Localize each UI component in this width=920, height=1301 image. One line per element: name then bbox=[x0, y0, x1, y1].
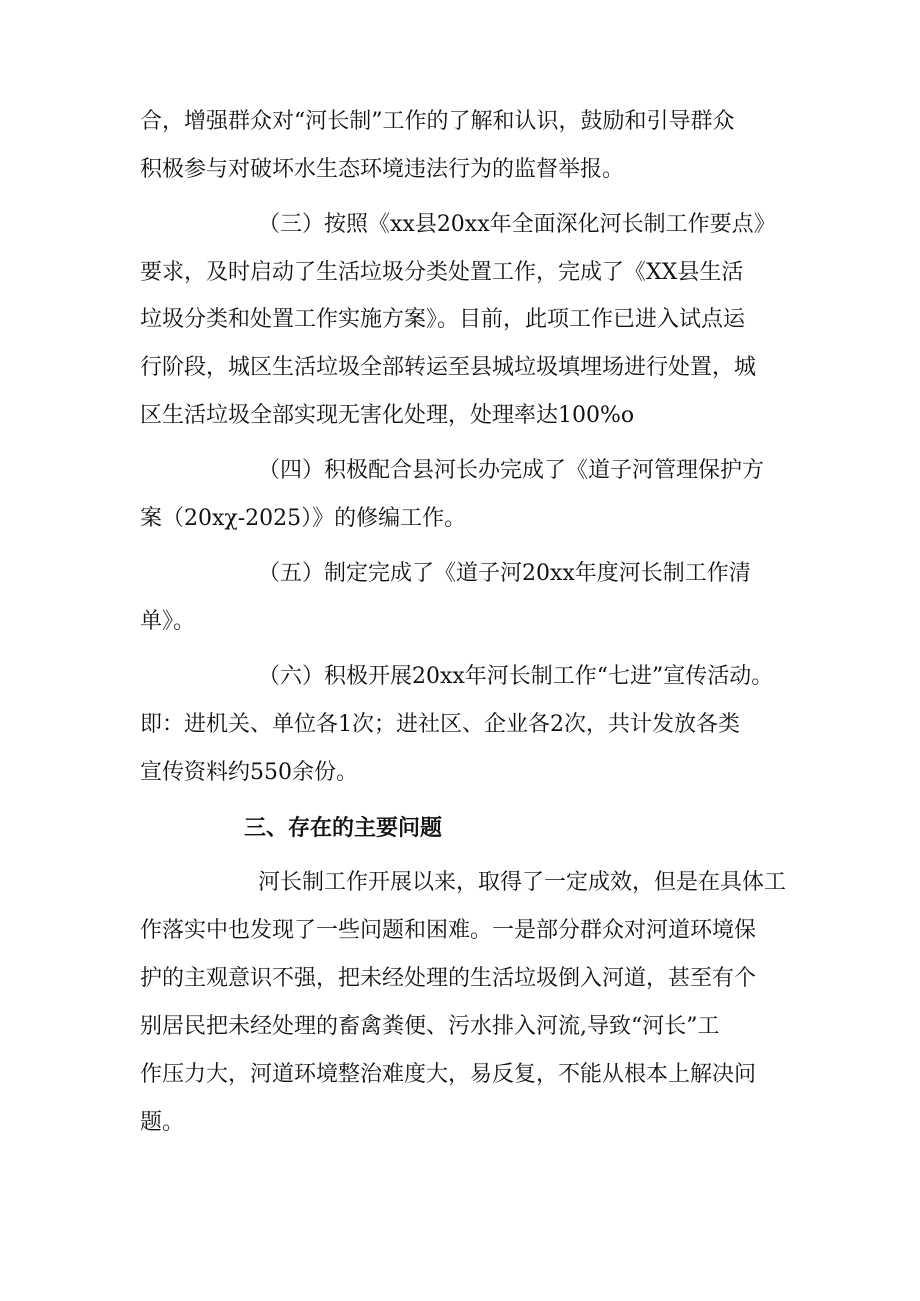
paragraph-line: 护的主观意识不强，把未经处理的生活垃圾倒入河道，甚至有个 bbox=[140, 966, 757, 991]
paragraph-line: 垃圾分类和处置工作实施方案》。目前，此项工作已进入试点运 bbox=[140, 307, 746, 332]
paragraph-line: 作压力大，河道环境整治难度大，易反复，不能从根本上解决问 bbox=[140, 1062, 757, 1087]
paragraph-line: 行阶段，城区生活垃圾全部转运至县城垃圾填埋场进行处置，城 bbox=[140, 355, 757, 380]
paragraph-line: 单》。 bbox=[140, 609, 196, 634]
paragraph-line: 河长制工作开展以来，取得了一定成效，但是在具体工 bbox=[258, 870, 787, 895]
section-heading: 三、存在的主要问题 bbox=[244, 815, 443, 841]
paragraph-line: （五）制定完成了《道子河20xx年度河长制工作清 bbox=[258, 561, 751, 586]
paragraph-line: 即：进机关、单位各1次；进社区、企业各2次，共计发放各类 bbox=[140, 712, 740, 737]
paragraph-line: （六）积极开展20xx年河长制工作“七进”宣传活动。 bbox=[258, 664, 774, 689]
paragraph-line: 合，增强群众对“河长制”工作的了解和认识，鼓励和引导群众 bbox=[140, 109, 735, 134]
paragraph-line: 题。 bbox=[140, 1110, 185, 1135]
paragraph-line: 宣传资料约550余份。 bbox=[140, 760, 358, 785]
paragraph-line: 积极参与对破坏水生态环境违法行为的监督举报。 bbox=[140, 157, 625, 182]
paragraph-line: （三）按照《xx县20xx年全面深化河长制工作要点》 bbox=[258, 212, 776, 237]
paragraph-line: 案（20xχ-2025）》的修编工作。 bbox=[140, 506, 467, 531]
paragraph-line: 要求，及时启动了生活垃圾分类处置工作，完成了《XX县生活 bbox=[140, 260, 744, 285]
paragraph-line: 作落实中也发现了一些问题和困难。一是部分群众对河道环境保 bbox=[140, 918, 757, 943]
paragraph-line: 区生活垃圾全部实现无害化处理，处理率达100%o bbox=[140, 403, 635, 428]
paragraph-line: 别居民把未经处理的畜禽粪便、污水排入河流,导致“河长”工 bbox=[140, 1014, 720, 1039]
paragraph-line: （四）积极配合县河长办完成了《道子河管理保护方 bbox=[258, 458, 765, 483]
